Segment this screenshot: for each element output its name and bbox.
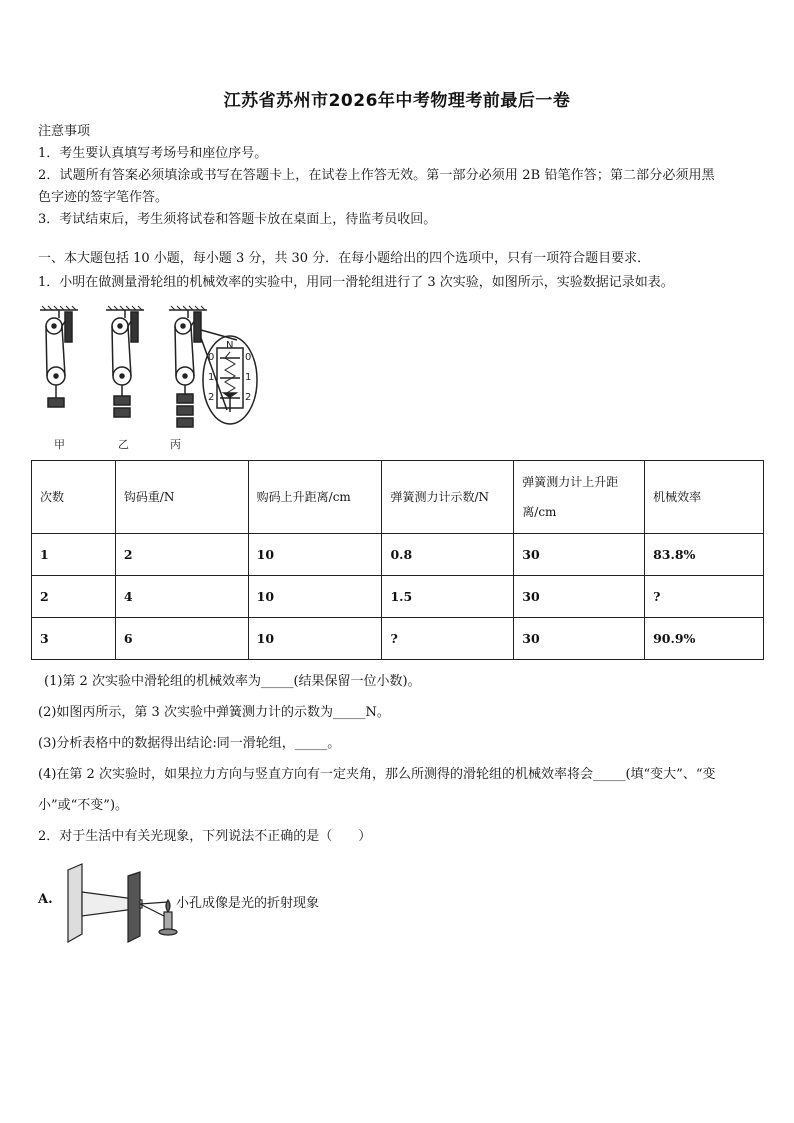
question-1-stem: 1．小明在做测量滑轮组的机械效率的实验中，用同一滑轮组进行了 3 次实验，如图所示，实验数据记录如表。: [38, 275, 674, 290]
scale-tick-label: 1: [245, 372, 252, 383]
pinhole-camera-illustration: [64, 862, 180, 946]
notice-item: 色字迹的签字笔作答。: [38, 190, 169, 205]
scale-n-label: N: [226, 340, 234, 351]
question-1-part: (4)在第 2 次实验时，如果拉力方向与竖直方向有一定夹角，那么所测得的滑轮组的机械效率将会_____(填“变大”、“变: [38, 767, 716, 782]
table-row: [32, 534, 764, 576]
experiment-table: [31, 460, 764, 660]
scale-tick-label: 2: [245, 392, 252, 403]
table-row: [32, 576, 764, 618]
scale-tick-label: 0: [208, 352, 215, 363]
table-row: [32, 618, 764, 660]
table-header-cell: 钩码重/N: [115, 461, 248, 534]
table-cell: 10: [248, 576, 382, 618]
figure-label-yi: 乙: [118, 438, 129, 451]
table-cell: 30: [514, 576, 645, 618]
table-header-row: [32, 461, 764, 534]
notice-item: 3．考试结束后，考生须将试卷和答题卡放在桌面上，待监考员收回。: [38, 212, 437, 227]
table-header-cell: 弹簧测力计示数/N: [382, 461, 514, 534]
figure-label-jia: 甲: [54, 438, 65, 451]
figure-label-bing: 丙: [170, 438, 181, 451]
notice-item: 1．考生要认真填写考场号和座位序号。: [38, 146, 268, 161]
option-a-text: 小孔成像是光的折射现象: [176, 896, 320, 911]
table-header-cell: 机械效率: [645, 461, 764, 534]
table-cell: 6: [115, 618, 248, 660]
table-cell: 2: [115, 534, 248, 576]
table-cell: 1.5: [382, 576, 514, 618]
scale-tick-label: 2: [208, 392, 215, 403]
pulley-figure: [32, 300, 272, 455]
table-cell: ?: [645, 576, 764, 618]
question-2-stem: 2．对于生活中有关光现象，下列说法不正确的是（ ）: [38, 829, 372, 844]
table-cell: 1: [32, 534, 116, 576]
scale-tick-label: 0: [245, 352, 252, 363]
scale-tick-label: 1: [208, 372, 215, 383]
table-header-cell: 弹簧测力计上升距离/cm: [514, 461, 645, 534]
section-heading: 一、本大题包括 10 小题，每小题 3 分，共 30 分．在每小题给出的四个选项中，只有一项符合题目要求．: [38, 251, 651, 266]
table-cell: 0.8: [382, 534, 514, 576]
table-cell: 10: [248, 534, 382, 576]
table-cell: ?: [382, 618, 514, 660]
question-1-part: 小”或“不变”)。: [38, 798, 129, 813]
table-cell: 2: [32, 576, 116, 618]
page-title: 江苏省苏州市2026年中考物理考前最后一卷: [223, 91, 571, 111]
table-cell: 3: [32, 618, 116, 660]
table-cell: 83.8%: [645, 534, 764, 576]
question-1-part: (1)第 2 次实验中滑轮组的机械效率为_____(结果保留一位小数)。: [44, 674, 421, 689]
table-cell: 30: [514, 618, 645, 660]
table-header-cell: 购码上升距离/cm: [248, 461, 382, 534]
question-1-part: (3)分析表格中的数据得出结论:同一滑轮组，_____。: [38, 736, 341, 751]
question-1-part: (2)如图丙所示，第 3 次实验中弹簧测力计的示数为_____N。: [38, 705, 390, 720]
table-cell: 10: [248, 618, 382, 660]
table-cell: 90.9%: [645, 618, 764, 660]
table-cell: 30: [514, 534, 645, 576]
notice-item: 2．试题所有答案必须填涂或书写在答题卡上，在试卷上作答无效。第一部分必须用 2B 铅笔作答；第二部分必须用黑: [38, 168, 715, 183]
table-header-cell: 次数: [32, 461, 116, 534]
option-a-label: A.: [38, 892, 53, 907]
notice-heading: 注意事项: [38, 124, 91, 139]
table-cell: 4: [115, 576, 248, 618]
